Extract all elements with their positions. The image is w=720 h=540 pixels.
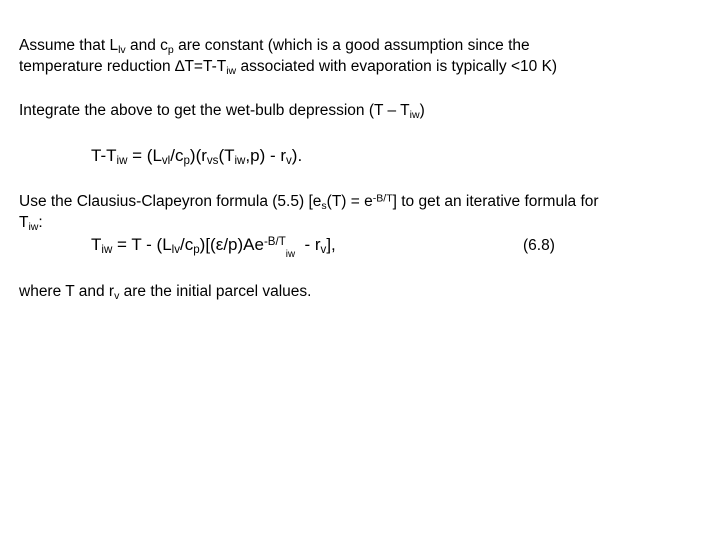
iterative-formula-equation: $T_{iw} = T - (L_{lv}/c_p)[(\varepsilon/p)Ae^{-B/T_{iw}} - r_v]$, [91, 235, 336, 261]
clausius-clapeyron-line-2: $T_{iw}$: [19, 214, 43, 233]
wet-bulb-depression-equation: $T-T_{iw} = (L_{vl}/c_p)(r_{vs}(T_{iw},p) - r_v)$. [91, 146, 303, 168]
clausius-clapeyron-paragraph [19, 191, 599, 233]
clausius-clapeyron-line-1: Use the Clausius-Clapeyron formula (5.5) $[e_s(T) = e^{-B/T}]$ to get an iterative formula for [19, 192, 599, 212]
integrate-paragraph: Integrate the above to get the wet-bulb depression $(T - T_{iw})$ [19, 102, 425, 121]
assumption-paragraph [19, 35, 557, 77]
assumption-line-1: Assume that $L_{lv}$ and $c_p$ are constant (which is a good assumption since the [19, 37, 530, 56]
parcel-values-note: where T and $r_v$ are the initial parcel values. [19, 283, 312, 302]
assumption-line-2: temperature reduction $\Delta T=T-T_{iw}$ associated with evaporation is typically <10 K) [19, 58, 558, 77]
equation-number: (6.8) [523, 237, 555, 254]
